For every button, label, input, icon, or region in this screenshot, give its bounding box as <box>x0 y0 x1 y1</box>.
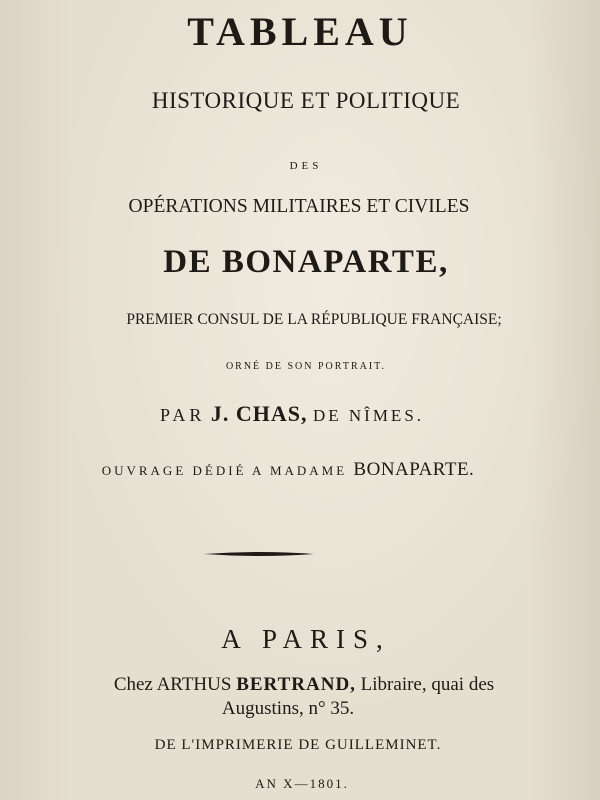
subtitle-operations: OPÉRATIONS MILITAIRES ET CIVILES <box>128 196 470 217</box>
author-origin: DE NÎMES. <box>312 406 425 425</box>
publication-date: AN X—1801. <box>255 776 349 791</box>
publisher-address: Augustins, n° 35. <box>221 698 355 719</box>
imprint-city: A PARIS, <box>221 624 391 654</box>
subject-title: PREMIER CONSUL DE LA RÉPUBLIQUE FRANÇAISE; <box>126 311 502 328</box>
portrait-note: ORNÉ DE SON PORTRAIT. <box>225 361 387 372</box>
subtitle: HISTORIQUE ET POLITIQUE <box>151 88 461 113</box>
author-name: J. CHAS, <box>210 401 308 426</box>
ornamental-rule <box>204 551 314 557</box>
subtitle-connector: DES <box>289 160 323 172</box>
dedication-prefix: OUVRAGE DÉDIÉ A MADAME <box>101 463 348 478</box>
publisher-first-name: ARTHUS <box>156 674 232 695</box>
publisher-line <box>4 674 600 696</box>
publisher-rest: Libraire, quai des <box>360 674 495 695</box>
dedication-line <box>0 459 588 481</box>
dedication-name: BONAPARTE. <box>353 459 475 480</box>
publisher-last-name: BERTRAND, <box>236 674 356 695</box>
subject-name: DE BONAPARTE, <box>163 244 449 280</box>
printer-line: DE L'IMPRIMERIE DE GUILLEMINET. <box>154 737 442 753</box>
page-title: TABLEAU <box>187 9 413 54</box>
publisher-chez: Chez <box>113 674 153 695</box>
author-line <box>0 401 592 427</box>
author-par: PAR <box>159 405 206 425</box>
